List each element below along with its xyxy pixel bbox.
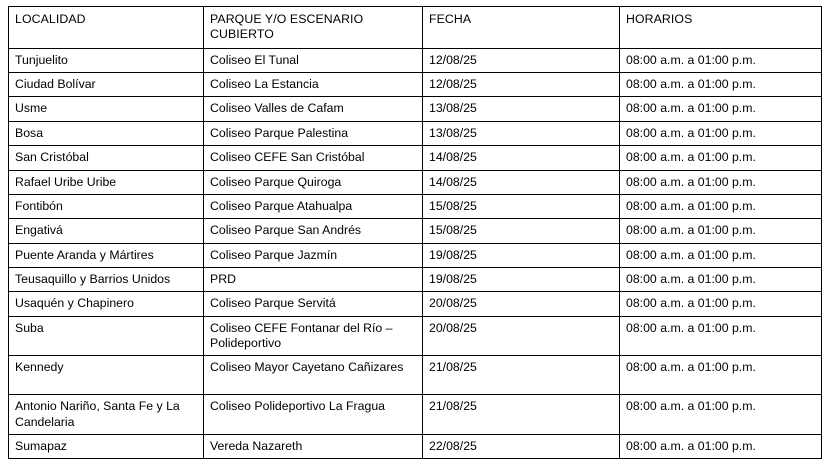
cell-fecha: 12/08/25	[423, 73, 620, 97]
table-body	[9, 48, 822, 459]
cell-horarios: 08:00 a.m. a 01:00 p.m.	[620, 194, 822, 218]
cell-fecha: 12/08/25	[423, 48, 620, 72]
cell-horarios: 08:00 a.m. a 01:00 p.m.	[620, 435, 822, 459]
cell-horarios: 08:00 a.m. a 01:00 p.m.	[620, 267, 822, 291]
cell-escenario: Coliseo El Tunal	[204, 48, 423, 72]
cell-fecha: 14/08/25	[423, 146, 620, 170]
cell-horarios: 08:00 a.m. a 01:00 p.m.	[620, 292, 822, 316]
cell-horarios: 08:00 a.m. a 01:00 p.m.	[620, 121, 822, 145]
column-header-horarios: HORARIOS	[620, 7, 822, 49]
cell-fecha: 22/08/25	[423, 435, 620, 459]
cell-escenario: Coliseo Parque Atahualpa	[204, 194, 423, 218]
cell-escenario: Vereda Nazareth	[204, 435, 423, 459]
table-row	[9, 194, 822, 218]
cell-fecha: 19/08/25	[423, 243, 620, 267]
table-row	[9, 219, 822, 243]
cell-fecha: 19/08/25	[423, 267, 620, 291]
cell-localidad: San Cristóbal	[9, 146, 204, 170]
table-row	[9, 170, 822, 194]
table-row	[9, 73, 822, 97]
cell-escenario: Coliseo CEFE San Cristóbal	[204, 146, 423, 170]
table-row	[9, 121, 822, 145]
table-header-row	[9, 7, 822, 49]
cell-horarios: 08:00 a.m. a 01:00 p.m.	[620, 243, 822, 267]
table-row	[9, 395, 822, 435]
cell-fecha: 13/08/25	[423, 97, 620, 121]
cell-localidad: Usme	[9, 97, 204, 121]
cell-escenario: Coliseo Mayor Cayetano Cañizares	[204, 356, 423, 395]
cell-escenario: Coliseo Valles de Cafam	[204, 97, 423, 121]
cell-localidad: Tunjuelito	[9, 48, 204, 72]
cell-fecha: 21/08/25	[423, 395, 620, 435]
cell-localidad: Usaquén y Chapinero	[9, 292, 204, 316]
table-row	[9, 356, 822, 395]
cell-escenario: Coliseo Parque Servitá	[204, 292, 423, 316]
cell-horarios: 08:00 a.m. a 01:00 p.m.	[620, 146, 822, 170]
cell-horarios: 08:00 a.m. a 01:00 p.m.	[620, 316, 822, 356]
cell-localidad: Ciudad Bolívar	[9, 73, 204, 97]
cell-localidad: Fontibón	[9, 194, 204, 218]
cell-escenario: Coliseo Polideportivo La Fragua	[204, 395, 423, 435]
cell-escenario: Coliseo Parque San Andrés	[204, 219, 423, 243]
cell-horarios: 08:00 a.m. a 01:00 p.m.	[620, 73, 822, 97]
table-row	[9, 146, 822, 170]
cell-fecha: 20/08/25	[423, 316, 620, 356]
table-header	[9, 7, 822, 49]
table-row	[9, 435, 822, 459]
table-row	[9, 316, 822, 356]
column-header-localidad: LOCALIDAD	[9, 7, 204, 49]
cell-localidad: Sumapaz	[9, 435, 204, 459]
cell-escenario: Coliseo Parque Quiroga	[204, 170, 423, 194]
cell-localidad: Bosa	[9, 121, 204, 145]
table-row	[9, 97, 822, 121]
cell-localidad: Rafael Uribe Uribe	[9, 170, 204, 194]
cell-localidad: Puente Aranda y Mártires	[9, 243, 204, 267]
table-row	[9, 292, 822, 316]
schedule-table	[8, 6, 822, 459]
cell-localidad: Suba	[9, 316, 204, 356]
cell-localidad: Engativá	[9, 219, 204, 243]
column-header-fecha: FECHA	[423, 7, 620, 49]
cell-escenario: PRD	[204, 267, 423, 291]
cell-escenario: Coliseo Parque Palestina	[204, 121, 423, 145]
cell-localidad: Teusaquillo y Barrios Unidos	[9, 267, 204, 291]
table-row	[9, 48, 822, 72]
cell-horarios: 08:00 a.m. a 01:00 p.m.	[620, 48, 822, 72]
column-header-escenario: PARQUE Y/O ESCENARIO CUBIERTO	[204, 7, 423, 49]
cell-horarios: 08:00 a.m. a 01:00 p.m.	[620, 395, 822, 435]
cell-localidad: Antonio Nariño, Santa Fe y La Candelaria	[9, 395, 204, 435]
cell-fecha: 15/08/25	[423, 219, 620, 243]
cell-fecha: 20/08/25	[423, 292, 620, 316]
table-row	[9, 243, 822, 267]
cell-horarios: 08:00 a.m. a 01:00 p.m.	[620, 97, 822, 121]
cell-horarios: 08:00 a.m. a 01:00 p.m.	[620, 219, 822, 243]
cell-fecha: 14/08/25	[423, 170, 620, 194]
cell-horarios: 08:00 a.m. a 01:00 p.m.	[620, 356, 822, 395]
table-row	[9, 267, 822, 291]
cell-fecha: 15/08/25	[423, 194, 620, 218]
cell-escenario: Coliseo Parque Jazmín	[204, 243, 423, 267]
cell-localidad: Kennedy	[9, 356, 204, 395]
cell-fecha: 21/08/25	[423, 356, 620, 395]
cell-escenario: Coliseo La Estancia	[204, 73, 423, 97]
cell-fecha: 13/08/25	[423, 121, 620, 145]
cell-escenario: Coliseo CEFE Fontanar del Río – Polideportivo	[204, 316, 423, 356]
cell-horarios: 08:00 a.m. a 01:00 p.m.	[620, 170, 822, 194]
